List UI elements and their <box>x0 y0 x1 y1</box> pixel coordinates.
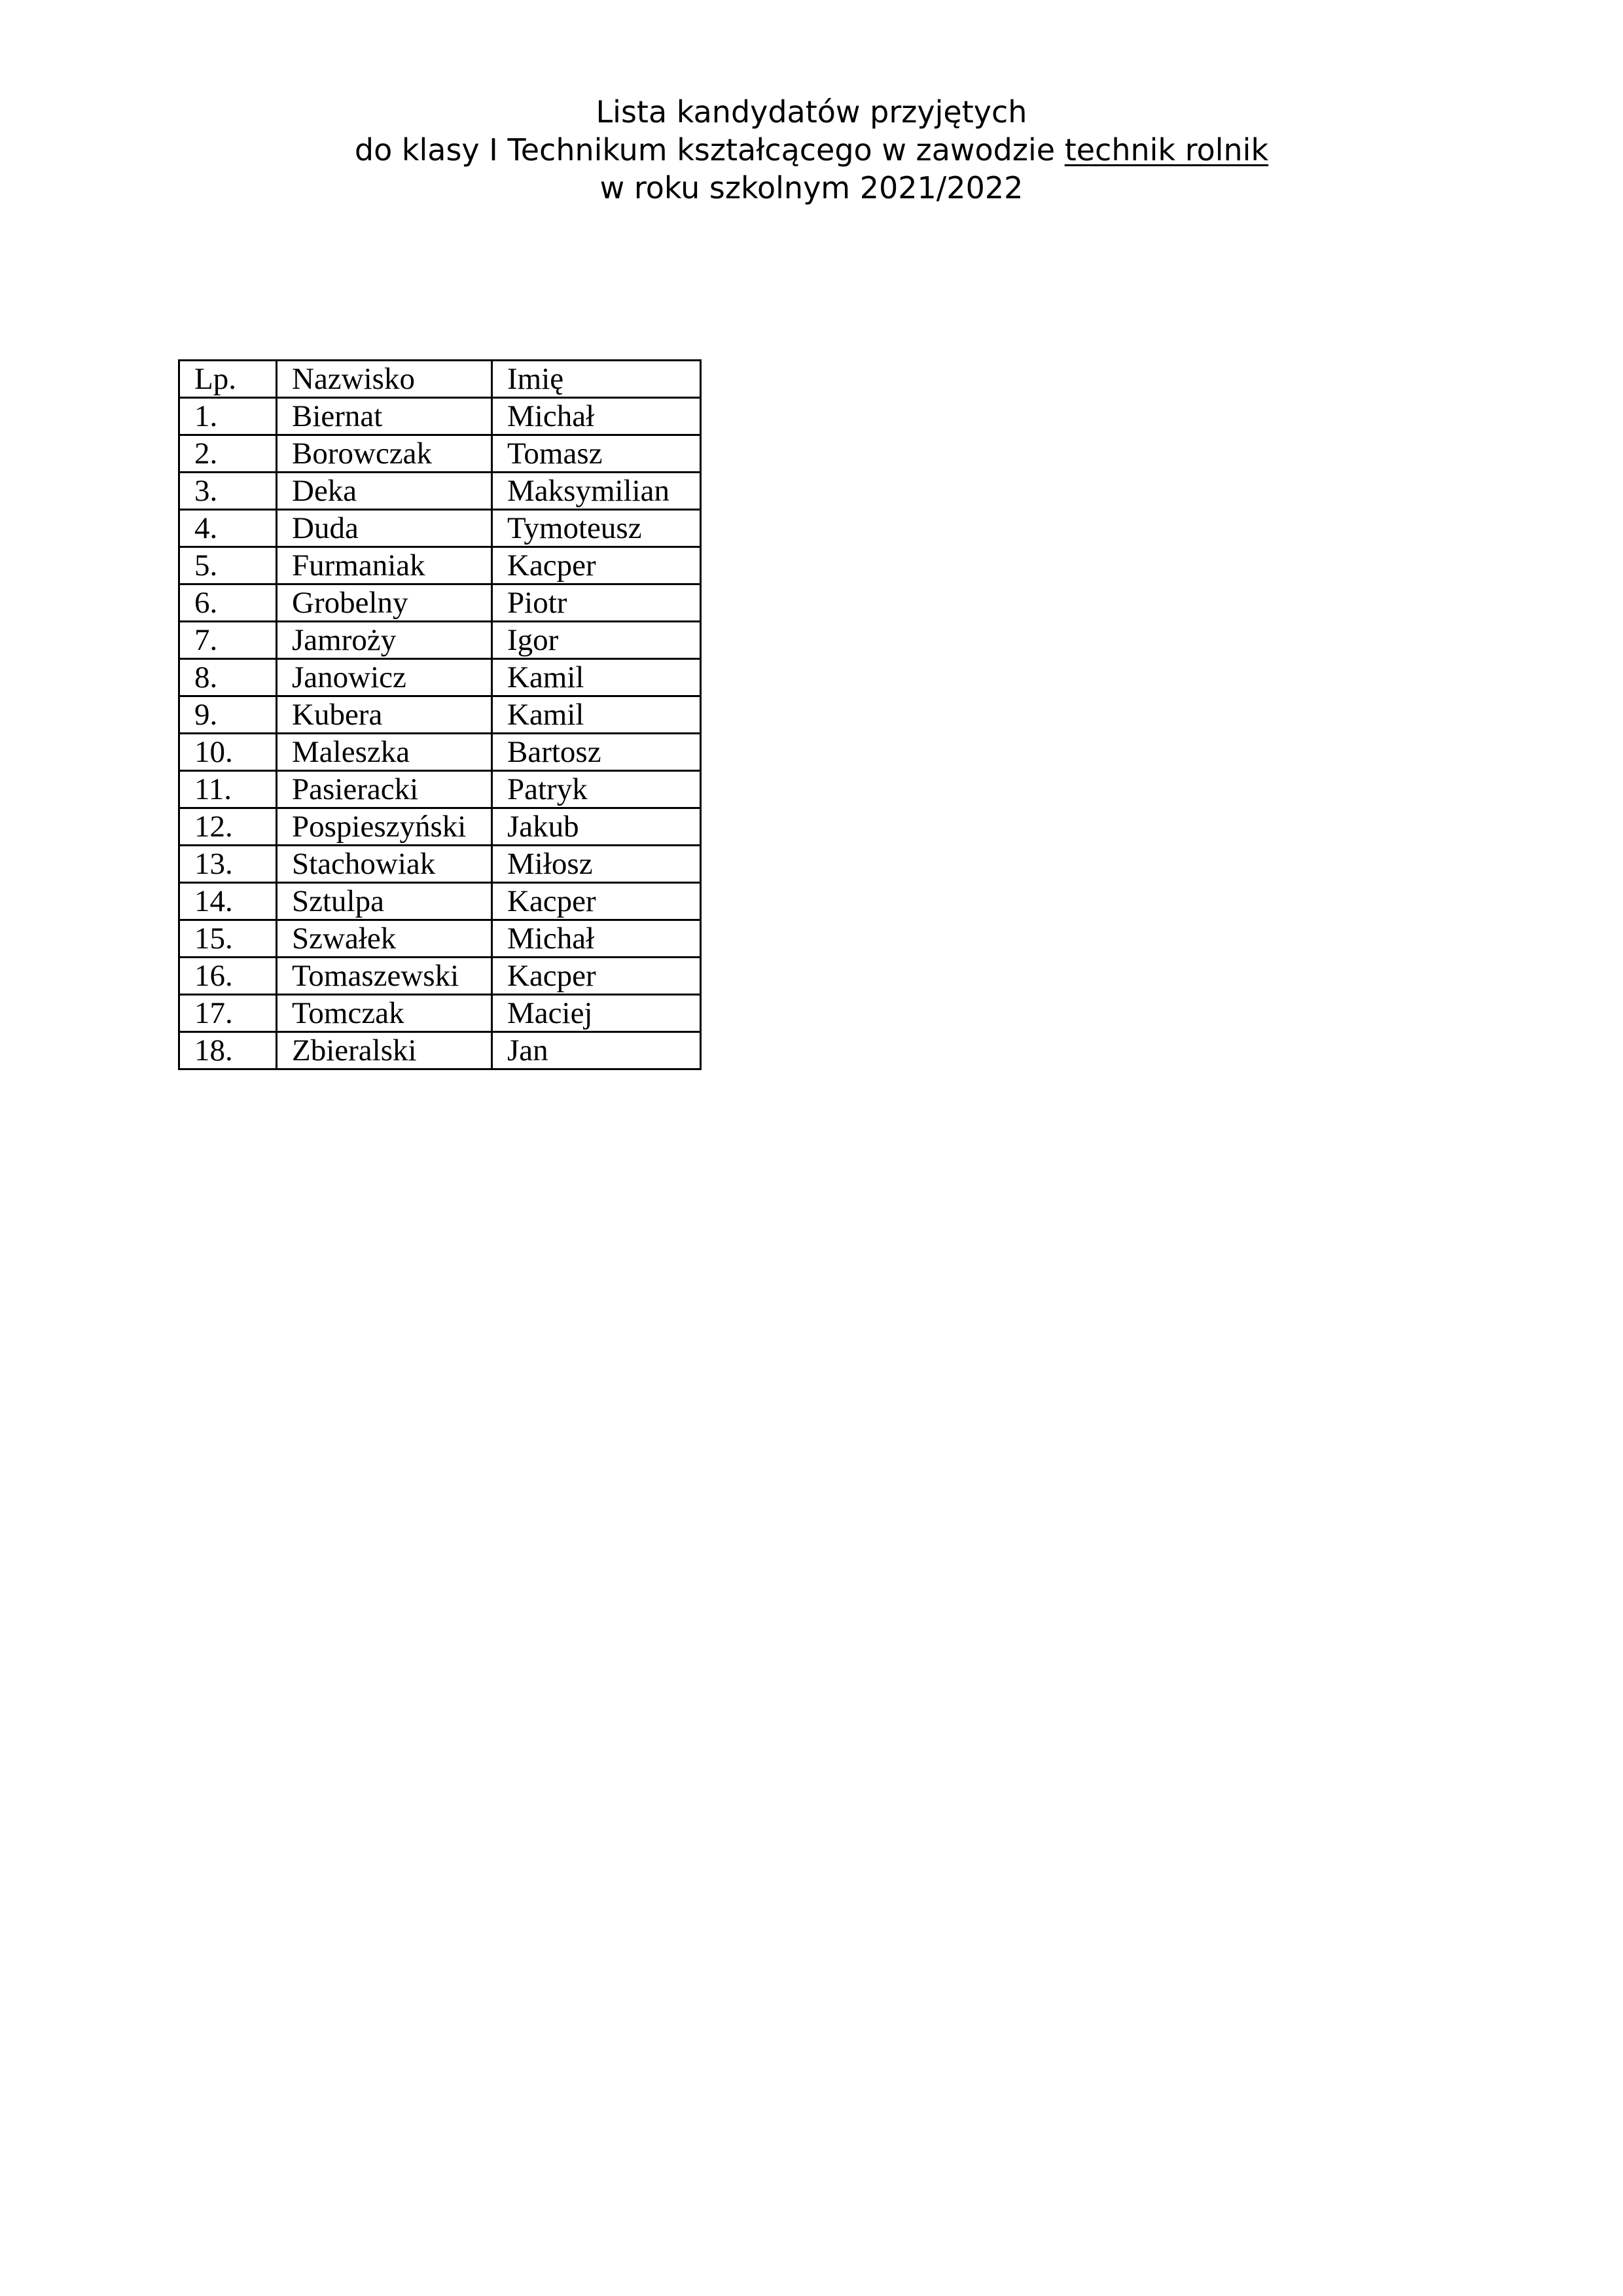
first-name: Piotr <box>492 584 701 622</box>
table-row <box>179 846 701 883</box>
row-number: 16. <box>179 958 277 995</box>
first-name: Tymoteusz <box>492 510 701 547</box>
surname: Borowczak <box>277 435 492 473</box>
title-line-2 <box>0 131 1623 169</box>
surname: Sztulpa <box>277 883 492 920</box>
table-row <box>179 1032 701 1069</box>
surname: Szwałek <box>277 920 492 958</box>
first-name: Bartosz <box>492 734 701 771</box>
table-row <box>179 883 701 920</box>
candidates-table <box>178 359 702 1070</box>
row-number: 10. <box>179 734 277 771</box>
row-number: 18. <box>179 1032 277 1069</box>
surname: Tomaszewski <box>277 958 492 995</box>
first-name: Michał <box>492 398 701 435</box>
row-number: 8. <box>179 659 277 696</box>
table-row <box>179 771 701 808</box>
document-title <box>0 93 1623 207</box>
surname: Jamroży <box>277 622 492 659</box>
surname: Deka <box>277 473 492 510</box>
surname: Grobelny <box>277 584 492 622</box>
table-row <box>179 622 701 659</box>
surname: Biernat <box>277 398 492 435</box>
first-name: Kacper <box>492 547 701 584</box>
header-lp: Lp. <box>179 361 277 398</box>
first-name: Patryk <box>492 771 701 808</box>
row-number: 3. <box>179 473 277 510</box>
table-row <box>179 958 701 995</box>
row-number: 4. <box>179 510 277 547</box>
surname: Furmaniak <box>277 547 492 584</box>
row-number: 11. <box>179 771 277 808</box>
row-number: 7. <box>179 622 277 659</box>
surname: Pospieszyński <box>277 808 492 846</box>
table-row <box>179 510 701 547</box>
title-line-3: w roku szkolnym 2021/2022 <box>599 170 1024 206</box>
surname: Maleszka <box>277 734 492 771</box>
surname: Zbieralski <box>277 1032 492 1069</box>
row-number: 14. <box>179 883 277 920</box>
row-number: 13. <box>179 846 277 883</box>
surname: Janowicz <box>277 659 492 696</box>
first-name: Maciej <box>492 995 701 1032</box>
first-name: Kamil <box>492 696 701 734</box>
row-number: 17. <box>179 995 277 1032</box>
table-row <box>179 659 701 696</box>
header-surname: Nazwisko <box>277 361 492 398</box>
first-name: Kamil <box>492 659 701 696</box>
row-number: 9. <box>179 696 277 734</box>
first-name: Michał <box>492 920 701 958</box>
row-number: 1. <box>179 398 277 435</box>
first-name: Igor <box>492 622 701 659</box>
first-name: Kacper <box>492 958 701 995</box>
table-row <box>179 584 701 622</box>
row-number: 5. <box>179 547 277 584</box>
surname: Tomczak <box>277 995 492 1032</box>
first-name: Jan <box>492 1032 701 1069</box>
profession-name: technik rolnik <box>1064 132 1269 168</box>
header-first-name: Imię <box>492 361 701 398</box>
table-row <box>179 734 701 771</box>
first-name: Tomasz <box>492 435 701 473</box>
surname: Stachowiak <box>277 846 492 883</box>
row-number: 15. <box>179 920 277 958</box>
table-row <box>179 398 701 435</box>
table-header-row <box>179 361 701 398</box>
table-row <box>179 808 701 846</box>
candidates-table-body <box>179 361 701 1069</box>
table-row <box>179 995 701 1032</box>
surname: Pasieracki <box>277 771 492 808</box>
title-line-2-prefix: do klasy I Technikum kształcącego w zawodzie <box>354 132 1065 168</box>
table-row <box>179 920 701 958</box>
table-row <box>179 696 701 734</box>
row-number: 6. <box>179 584 277 622</box>
first-name: Miłosz <box>492 846 701 883</box>
surname: Duda <box>277 510 492 547</box>
first-name: Jakub <box>492 808 701 846</box>
table-row <box>179 473 701 510</box>
row-number: 2. <box>179 435 277 473</box>
row-number: 12. <box>179 808 277 846</box>
first-name: Kacper <box>492 883 701 920</box>
title-line-1: Lista kandydatów przyjętych <box>596 94 1027 130</box>
first-name: Maksymilian <box>492 473 701 510</box>
table-row <box>179 547 701 584</box>
surname: Kubera <box>277 696 492 734</box>
table-row <box>179 435 701 473</box>
